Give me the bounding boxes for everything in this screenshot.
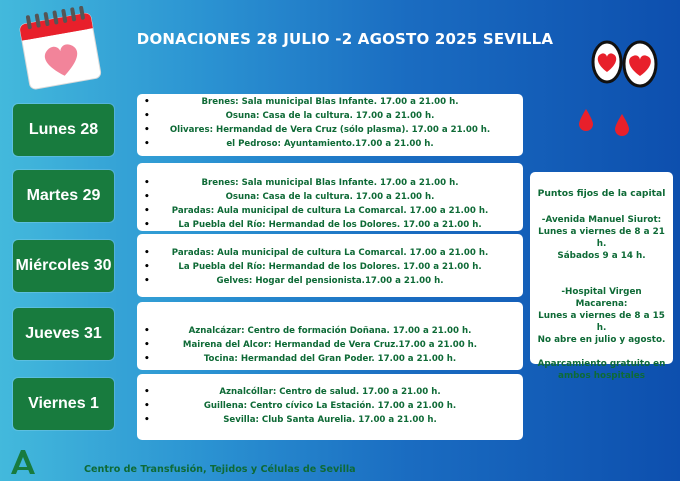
list-item: • Brenes: Sala municipal Blas Infante. 17.00 a 21.00 h. bbox=[143, 95, 517, 109]
list-item: • La Puebla del Río: Hermandad de los Dolores. 17.00 a 21.00 h. bbox=[143, 260, 517, 274]
list-item: • Guillena: Centro cívico La Estación. 17.00 a 21.00 h. bbox=[143, 399, 517, 413]
day-label-lunes: Lunes 28 bbox=[13, 104, 114, 156]
list-item: • Osuna: Casa de la cultura. 17.00 a 21.00 h. bbox=[143, 190, 517, 204]
day-label-miercoles: Miércoles 30 bbox=[13, 240, 114, 292]
day-label-jueves: Jueves 31 bbox=[13, 308, 114, 360]
list-item: • Aznalcázar: Centro de formación Doñana. 17.00 a 21.00 h. bbox=[143, 324, 517, 338]
fixed-point-macarena: -Hospital Virgen Macarena: Lunes a viernes de 8 a 15 h. No abre en julio y agosto. bbox=[537, 287, 666, 345]
list-item: • La Puebla del Río: Hermandad de los Dolores. 17.00 a 21.00 h. bbox=[143, 218, 517, 232]
list-item: • Aznalcóllar: Centro de salud. 17.00 a 21.00 h. bbox=[143, 385, 517, 399]
schedule-card-viernes bbox=[137, 374, 523, 440]
list-item: • Tocina: Hermandad del Gran Poder. 17.00 a 21.00 h. bbox=[143, 352, 517, 366]
list-item: • Olivares: Hermandad de Vera Cruz (sólo plasma). 17.00 a 21.00 h. bbox=[143, 123, 517, 137]
fixed-points-title: Puntos fijos de la capital bbox=[537, 188, 666, 199]
day-label-viernes: Viernes 1 bbox=[13, 378, 114, 430]
list-item: • Sevilla: Club Santa Aurelia. 17.00 a 21.00 h. bbox=[143, 413, 517, 427]
day-label-martes: Martes 29 bbox=[13, 170, 114, 222]
fixed-points-panel bbox=[530, 172, 673, 381]
list-item: • Paradas: Aula municipal de cultura La Comarcal. 17.00 a 21.00 h. bbox=[143, 204, 517, 218]
list-item: • Osuna: Casa de la cultura. 17.00 a 21.00 h. bbox=[143, 109, 517, 123]
junta-andalucia-logo bbox=[10, 449, 36, 475]
schedule-card-lunes bbox=[137, 94, 523, 156]
blood-drop-icon bbox=[578, 108, 594, 132]
list-item: • Gelves: Hogar del pensionista.17.00 a 21.00 h. bbox=[143, 274, 517, 288]
list-item: • Mairena del Alcor: Hermandad de Vera Cruz.17.00 a 21.00 h. bbox=[143, 338, 517, 352]
page-title: DONACIONES 28 JULIO -2 AGOSTO 2025 SEVILLA bbox=[136, 30, 554, 48]
parking-note: Aparcamiento gratuito en ambos hospitales bbox=[537, 359, 666, 381]
schedule-card-miercoles bbox=[137, 234, 523, 297]
schedule-card-martes bbox=[137, 163, 523, 231]
list-item: • Brenes: Sala municipal Blas Infante. 17.00 a 21.00 h. bbox=[143, 176, 517, 190]
calendar-heart-icon bbox=[14, 6, 108, 92]
eyes-hearts-icon bbox=[590, 36, 666, 140]
footer-text: Centro de Transfusión, Tejidos y Células de Sevilla bbox=[84, 464, 356, 475]
fixed-point-siurot: -Avenida Manuel Siurot: Lunes a viernes de 8 a 21 h. Sábados 9 a 14 h. bbox=[538, 215, 665, 261]
list-item: • Paradas: Aula municipal de cultura La Comarcal. 17.00 a 21.00 h. bbox=[143, 246, 517, 260]
schedule-card-jueves bbox=[137, 302, 523, 370]
list-item: • el Pedroso: Ayuntamiento.17.00 a 21.00 h. bbox=[143, 137, 517, 151]
